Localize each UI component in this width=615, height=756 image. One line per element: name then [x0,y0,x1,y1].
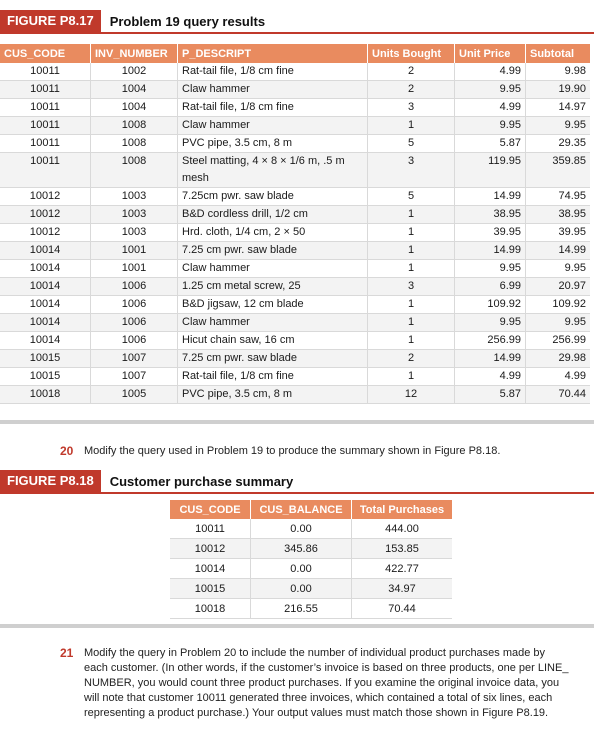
cell-total-purchases: 70.44 [352,599,453,619]
cell-cus-balance: 345.86 [251,539,352,559]
col-cus-balance: CUS_BALANCE [251,500,352,519]
cell-p-descript: Claw hammer [178,314,368,332]
cell-cus-balance: 0.00 [251,559,352,579]
cell-units-bought: 5 [368,188,455,206]
problem-text-line: representing a product purchase.) Your output values must match those shown in Figure P8.19. [84,707,549,719]
table-row [0,81,590,99]
cell-cus-code: 10018 [170,599,251,619]
table-row [170,559,452,579]
cell-subtotal: 9.95 [526,314,591,332]
cell-total-purchases: 34.97 [352,579,453,599]
cell-cus-code: 10014 [0,332,91,350]
cell-subtotal: 29.35 [526,135,591,153]
cell-unit-price: 4.99 [455,368,526,386]
table-row [0,99,590,117]
cell-inv-number: 1003 [91,224,178,242]
cell-unit-price: 9.95 [455,81,526,99]
cell-p-descript: Hicut chain saw, 16 cm [178,332,368,350]
cell-cus-code: 10018 [0,386,91,404]
cell-total-purchases: 422.77 [352,559,453,579]
cell-unit-price: 6.99 [455,278,526,296]
cell-p-descript: Steel matting, 4 × 8 × 1/6 m, .5 m mesh [178,153,368,188]
table-row [0,278,590,296]
cell-p-descript: Claw hammer [178,81,368,99]
cell-units-bought: 1 [368,206,455,224]
table-row [0,206,590,224]
cell-cus-code: 10014 [0,260,91,278]
cell-subtotal: 9.98 [526,63,591,81]
cell-p-descript: B&D cordless drill, 1/2 cm [178,206,368,224]
table-row [170,539,452,559]
figure-title: Problem 19 query results [109,13,266,29]
cell-p-descript: PVC pipe, 3.5 cm, 8 m [178,386,368,404]
figure-label: FIGURE P8.17 [0,10,101,32]
table-row [0,296,590,314]
cell-subtotal: 29.98 [526,350,591,368]
table-row [0,332,590,350]
cell-units-bought: 2 [368,350,455,368]
cell-cus-code: 10015 [170,579,251,599]
cell-cus-code: 10011 [0,81,91,99]
problem-number: 20 [60,444,74,458]
cell-cus-code: 10014 [0,296,91,314]
cell-units-bought: 5 [368,135,455,153]
cell-p-descript: Claw hammer [178,260,368,278]
cell-p-descript: Rat-tail file, 1/8 cm fine [178,63,368,81]
cell-subtotal: 70.44 [526,386,591,404]
problem-text-line: Modify the query in Problem 20 to include the number of individual product purchases made by [84,647,546,659]
problem-text-line: NUMBER, you would count three product purchases. If you examine the original invoice data, you [84,677,560,689]
customer-summary-table [170,500,452,619]
cell-units-bought: 1 [368,260,455,278]
cell-inv-number: 1008 [91,153,178,188]
cell-inv-number: 1003 [91,188,178,206]
cell-p-descript: 7.25cm pwr. saw blade [178,188,368,206]
cell-p-descript: 7.25 cm pwr. saw blade [178,350,368,368]
cell-cus-code: 10011 [0,117,91,135]
table-row [0,242,590,260]
col-cus-code: CUS_CODE [0,44,91,63]
figure-label: FIGURE P8.18 [0,470,101,492]
cell-cus-code: 10015 [0,350,91,368]
col-inv-number: INV_NUMBER [91,44,178,63]
cell-cus-code: 10015 [0,368,91,386]
cell-inv-number: 1007 [91,350,178,368]
cell-cus-code: 10014 [170,559,251,579]
col-units-bought: Units Bought [368,44,455,63]
figure-p8-18-header [0,470,293,492]
cell-p-descript: 1.25 cm metal screw, 25 [178,278,368,296]
figure-bottom-rule [0,420,594,424]
col-unit-price: Unit Price [455,44,526,63]
table-row [170,519,452,539]
table-row [0,224,590,242]
problem-20-text: Modify the query used in Problem 19 to produce the summary shown in Figure P8.18. [84,445,501,457]
cell-subtotal: 39.95 [526,224,591,242]
cell-cus-balance: 216.55 [251,599,352,619]
table-row [0,368,590,386]
cell-units-bought: 1 [368,242,455,260]
cell-cus-code: 10011 [170,519,251,539]
cell-subtotal: 14.99 [526,242,591,260]
cell-cus-code: 10011 [0,135,91,153]
cell-inv-number: 1003 [91,206,178,224]
query-results-table [0,44,590,404]
cell-units-bought: 3 [368,99,455,117]
cell-p-descript: Claw hammer [178,117,368,135]
problem-text-line: will note that customer 10011 generated three invoices, which contained a total of six lines, each [84,692,553,704]
cell-cus-code: 10012 [170,539,251,559]
cell-unit-price: 256.99 [455,332,526,350]
cell-inv-number: 1001 [91,260,178,278]
cell-p-descript: Hrd. cloth, 1/4 cm, 2 × 50 [178,224,368,242]
cell-inv-number: 1008 [91,135,178,153]
problem-text-line: each customer. (In other words, if the customer’s invoice is based on three products, one per LINE_ [84,662,569,674]
cell-cus-code: 10014 [0,278,91,296]
cell-inv-number: 1004 [91,81,178,99]
table-row [0,188,590,206]
cell-subtotal: 20.97 [526,278,591,296]
cell-cus-balance: 0.00 [251,579,352,599]
problem-21-text [84,646,604,721]
cell-subtotal: 14.97 [526,99,591,117]
cell-units-bought: 3 [368,278,455,296]
cell-cus-code: 10012 [0,188,91,206]
table-row [0,117,590,135]
cell-inv-number: 1005 [91,386,178,404]
cell-unit-price: 5.87 [455,386,526,404]
cell-p-descript: 7.25 cm pwr. saw blade [178,242,368,260]
cell-unit-price: 5.87 [455,135,526,153]
cell-unit-price: 4.99 [455,99,526,117]
cell-subtotal: 359.85 [526,153,591,188]
cell-units-bought: 1 [368,117,455,135]
cell-subtotal: 9.95 [526,260,591,278]
cell-p-descript: Rat-tail file, 1/8 cm fine [178,99,368,117]
cell-unit-price: 39.95 [455,224,526,242]
cell-unit-price: 14.99 [455,350,526,368]
figure-title: Customer purchase summary [109,473,294,489]
cell-unit-price: 9.95 [455,314,526,332]
cell-cus-code: 10011 [0,99,91,117]
cell-total-purchases: 153.85 [352,539,453,559]
cell-units-bought: 1 [368,368,455,386]
cell-unit-price: 9.95 [455,260,526,278]
cell-unit-price: 14.99 [455,188,526,206]
cell-units-bought: 2 [368,63,455,81]
col-total-purchases: Total Purchases [352,500,453,519]
col-cus-code: CUS_CODE [170,500,251,519]
table-row [0,63,590,81]
cell-unit-price: 38.95 [455,206,526,224]
cell-unit-price: 109.92 [455,296,526,314]
cell-units-bought: 1 [368,314,455,332]
cell-units-bought: 1 [368,224,455,242]
cell-units-bought: 3 [368,153,455,188]
col-p-descript: P_DESCRIPT [178,44,368,63]
cell-cus-code: 10012 [0,224,91,242]
cell-inv-number: 1004 [91,99,178,117]
cell-units-bought: 1 [368,332,455,350]
table-row [0,135,590,153]
cell-cus-code: 10011 [0,63,91,81]
cell-subtotal: 256.99 [526,332,591,350]
cell-cus-balance: 0.00 [251,519,352,539]
table-row [170,599,452,619]
cell-cus-code: 10011 [0,153,91,188]
cell-cus-code: 10014 [0,242,91,260]
cell-cus-code: 10014 [0,314,91,332]
cell-inv-number: 1002 [91,63,178,81]
cell-unit-price: 14.99 [455,242,526,260]
cell-subtotal: 109.92 [526,296,591,314]
cell-p-descript: B&D jigsaw, 12 cm blade [178,296,368,314]
cell-unit-price: 4.99 [455,63,526,81]
cell-inv-number: 1008 [91,117,178,135]
cell-units-bought: 1 [368,296,455,314]
table-header-row [0,44,590,63]
figure-bottom-rule [0,624,594,628]
table-row [0,153,590,188]
cell-inv-number: 1007 [91,368,178,386]
table-row [170,579,452,599]
cell-unit-price: 119.95 [455,153,526,188]
figure-rule [0,492,594,494]
cell-total-purchases: 444.00 [352,519,453,539]
table-row [0,386,590,404]
cell-units-bought: 12 [368,386,455,404]
cell-inv-number: 1001 [91,242,178,260]
table-row [0,314,590,332]
cell-subtotal: 9.95 [526,117,591,135]
cell-unit-price: 9.95 [455,117,526,135]
table-header-row [170,500,452,519]
cell-subtotal: 19.90 [526,81,591,99]
cell-p-descript: Rat-tail file, 1/8 cm fine [178,368,368,386]
cell-units-bought: 2 [368,81,455,99]
cell-p-descript: PVC pipe, 3.5 cm, 8 m [178,135,368,153]
cell-inv-number: 1006 [91,314,178,332]
cell-subtotal: 74.95 [526,188,591,206]
cell-inv-number: 1006 [91,278,178,296]
cell-inv-number: 1006 [91,332,178,350]
col-subtotal: Subtotal [526,44,591,63]
figure-rule [0,32,594,34]
cell-subtotal: 38.95 [526,206,591,224]
table-row [0,350,590,368]
problem-number: 21 [60,646,74,660]
cell-subtotal: 4.99 [526,368,591,386]
table-row [0,260,590,278]
cell-cus-code: 10012 [0,206,91,224]
figure-p8-17-header [0,10,265,32]
cell-inv-number: 1006 [91,296,178,314]
